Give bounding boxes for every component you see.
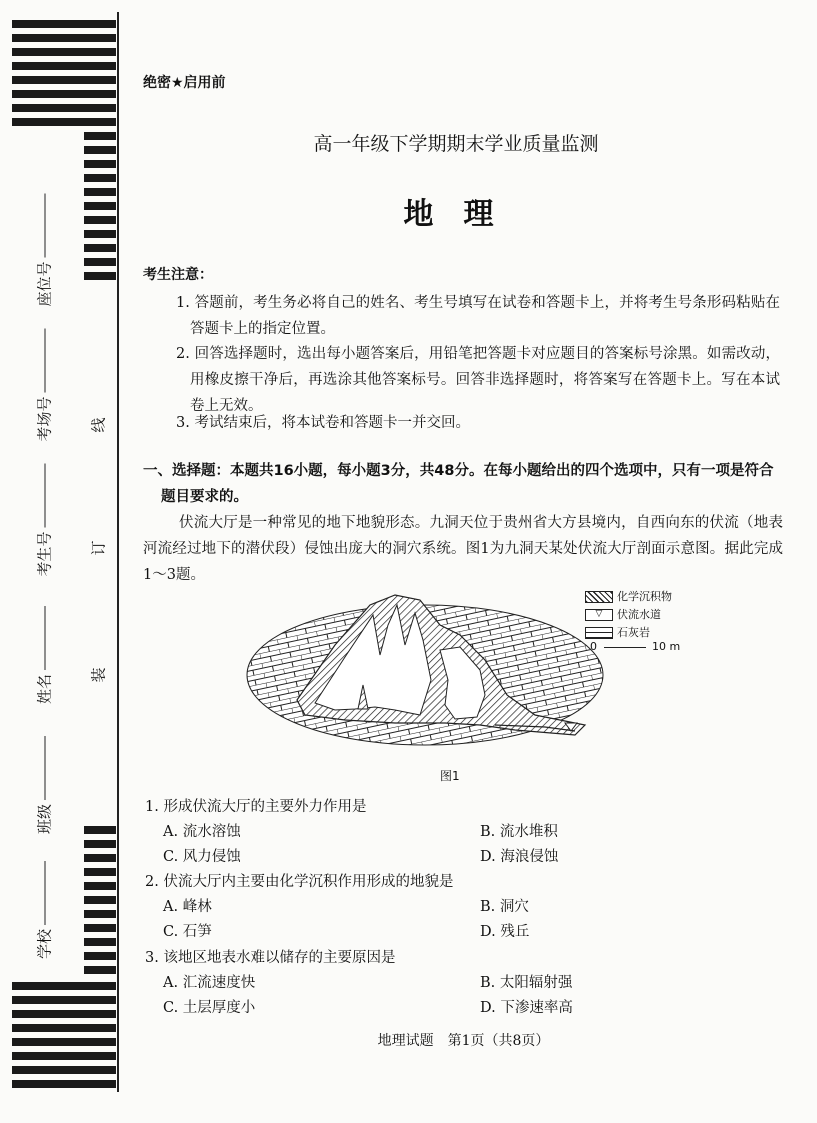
binding-stripe bbox=[12, 90, 116, 98]
q1-option-c[interactable]: C. 风力侵蚀 bbox=[163, 849, 241, 865]
seat-number-field: 座位号 bbox=[34, 193, 55, 306]
school-field: 学校 bbox=[34, 861, 55, 959]
binding-stripe bbox=[84, 952, 116, 960]
binding-stripe bbox=[84, 174, 116, 182]
q1-option-a[interactable]: A. 流水溶蚀 bbox=[163, 824, 241, 840]
binding-stripe bbox=[84, 160, 116, 168]
binding-stripe bbox=[84, 272, 116, 280]
binding-line bbox=[117, 12, 119, 1092]
binding-stripe bbox=[84, 188, 116, 196]
binding-stripe bbox=[12, 996, 116, 1004]
binding-stripe bbox=[12, 118, 116, 126]
class-blank[interactable] bbox=[45, 736, 46, 800]
q1-option-b[interactable]: B. 流水堆积 bbox=[480, 824, 558, 840]
notice-heading: 考生注意： bbox=[143, 267, 213, 283]
scale-bar: 0 10 m bbox=[590, 640, 681, 653]
binding-stripe bbox=[84, 826, 116, 834]
binding-stripe bbox=[12, 20, 116, 28]
binding-stripe bbox=[84, 854, 116, 862]
binding-stripe bbox=[12, 48, 116, 56]
binding-stripe bbox=[84, 258, 116, 266]
binding-stripe bbox=[84, 868, 116, 876]
name-field: 姓名 bbox=[34, 606, 55, 704]
q2-option-c[interactable]: C. 石笋 bbox=[163, 924, 212, 940]
binding-stripe bbox=[12, 1080, 116, 1088]
binding-stripe bbox=[12, 1066, 116, 1074]
binding-margin bbox=[0, 0, 120, 1095]
school-blank[interactable] bbox=[45, 861, 46, 925]
name-blank[interactable] bbox=[45, 606, 46, 670]
binding-stripe bbox=[84, 896, 116, 904]
question-1-stem: 1. 形成伏流大厅的主要外力作用是 bbox=[145, 799, 367, 815]
binding-stripe bbox=[84, 244, 116, 252]
binding-stripe bbox=[84, 924, 116, 932]
binding-stripe bbox=[84, 840, 116, 848]
candidate-number-field: 考生号 bbox=[34, 463, 55, 576]
exam-room-blank[interactable] bbox=[45, 328, 46, 392]
binding-stripe bbox=[84, 230, 116, 238]
hatch-swatch-icon bbox=[585, 591, 613, 603]
q2-option-d[interactable]: D. 残丘 bbox=[480, 924, 530, 940]
binding-stripe bbox=[12, 76, 116, 84]
binding-stripe bbox=[84, 910, 116, 918]
binding-stripe bbox=[12, 1052, 116, 1060]
scale-line bbox=[604, 647, 646, 648]
binding-stripe bbox=[12, 62, 116, 70]
question-3-stem: 3. 该地区地表水难以储存的主要原因是 bbox=[145, 950, 396, 966]
binding-stripe bbox=[12, 104, 116, 112]
legend-limestone: 石灰岩 bbox=[585, 624, 650, 640]
section-intro: 伏流大厅是一种常见的地下地貌形态。九洞天位于贵州省大方县境内，自西向东的伏流（地表河流经过地下的潜伏段）侵蚀出庞大的洞穴系统。图1为九洞天某处伏流大厅剖面示意图。据此完成1～3题。 bbox=[143, 515, 783, 583]
exam-title: 高一年级下学期期末学业质量监测 bbox=[313, 133, 599, 155]
q3-option-a[interactable]: A. 汇流速度快 bbox=[163, 975, 256, 991]
binding-stripe bbox=[84, 882, 116, 890]
exam-room-field: 考场号 bbox=[34, 328, 55, 441]
binding-stripe bbox=[84, 966, 116, 974]
water-swatch-icon: ▽ bbox=[585, 609, 613, 621]
candidate-number-blank[interactable] bbox=[45, 463, 46, 527]
notice-item-3: 3. 考试结束后，将本试卷和答题卡一并交回。 bbox=[176, 415, 470, 431]
confidential-label: 绝密★启用前 bbox=[143, 75, 226, 91]
q1-option-d[interactable]: D. 海浪侵蚀 bbox=[480, 849, 559, 865]
section-heading: 一、选择题：本题共16小题，每小题3分，共48分。在每小题给出的四个选项中，只有一项是符合题目要求的。 bbox=[143, 463, 774, 505]
cave-profile-figure bbox=[245, 585, 625, 765]
q3-option-c[interactable]: C. 土层厚度小 bbox=[163, 1000, 256, 1016]
brick-swatch-icon bbox=[585, 627, 613, 639]
binding-stripe bbox=[12, 982, 116, 990]
cut-mark-staple: 订 bbox=[89, 540, 108, 556]
notice-item-1: 1. 答题前，考生务必将自己的姓名、考生号填写在试卷和答题卡上，并将考生号条形码粘贴在答题卡上的指定位置。 bbox=[176, 295, 780, 337]
legend-deposit: 化学沉积物 bbox=[585, 588, 672, 604]
subject-title: 地理 bbox=[403, 197, 524, 232]
class-field: 班级 bbox=[34, 736, 55, 834]
figure-caption: 图1 bbox=[440, 769, 460, 783]
q3-option-b[interactable]: B. 太阳辐射强 bbox=[480, 975, 573, 991]
cut-mark-line: 线 bbox=[89, 417, 108, 433]
page-footer: 地理试题 第1页（共8页） bbox=[377, 1033, 550, 1049]
q3-option-d[interactable]: D. 下渗速率高 bbox=[480, 1000, 573, 1016]
binding-stripe bbox=[12, 1010, 116, 1018]
cut-mark-bind: 装 bbox=[89, 667, 108, 683]
binding-stripe bbox=[12, 1024, 116, 1032]
q2-option-b[interactable]: B. 洞穴 bbox=[480, 899, 529, 915]
binding-stripe bbox=[12, 34, 116, 42]
binding-stripe bbox=[84, 938, 116, 946]
legend-channel: ▽ 伏流水道 bbox=[585, 606, 661, 622]
question-2-stem: 2. 伏流大厅内主要由化学沉积作用形成的地貌是 bbox=[145, 874, 454, 890]
notice-item-2: 2. 回答选择题时，选出每小题答案后，用铅笔把答题卡对应题目的答案标号涂黑。如需改动，用橡皮擦干净后，再选涂其他答案标号。回答非选择题时，将答案写在答题卡上。写在本试卷上无效。 bbox=[176, 346, 780, 414]
q2-option-a[interactable]: A. 峰林 bbox=[163, 899, 212, 915]
